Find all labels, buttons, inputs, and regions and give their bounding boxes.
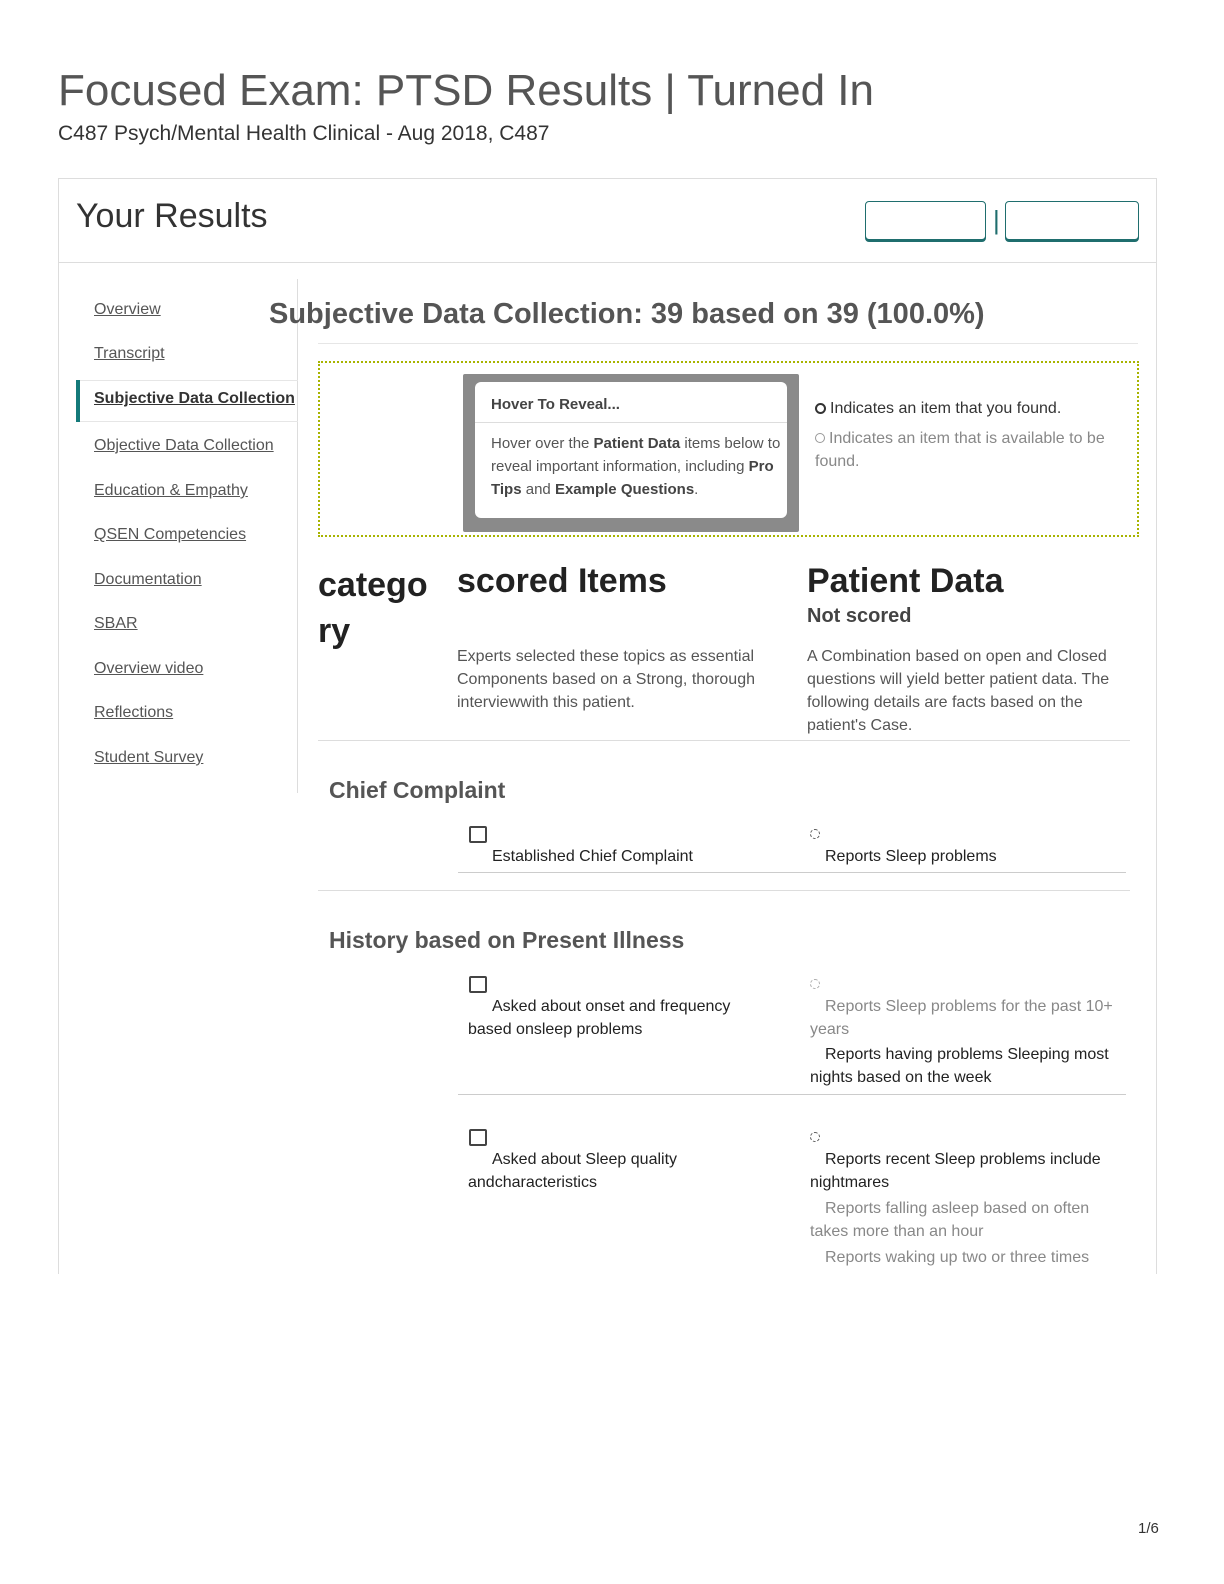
hover-reveal-title: Hover To Reveal... xyxy=(491,396,620,413)
results-title: Your Results xyxy=(76,197,268,235)
not-scored-label: Not scored xyxy=(807,605,912,627)
active-nav-indicator xyxy=(76,380,80,422)
sidebar-item-education-empathy[interactable]: Education & Empathy xyxy=(94,482,248,499)
results-header xyxy=(59,179,1156,263)
patient-data-item[interactable]: Reports Sleep problems xyxy=(825,848,997,865)
legend-box xyxy=(318,361,1139,537)
sidebar-item-overview[interactable]: Overview xyxy=(94,301,161,318)
sidebar-nav xyxy=(76,279,298,793)
legend-available: Indicates an item that is available to be found. xyxy=(815,430,1105,470)
sidebar-item-subjective-data[interactable]: Subjective Data Collection xyxy=(94,390,295,407)
sidebar-item-sbar[interactable]: SBAR xyxy=(94,615,138,632)
patient-data-item[interactable]: Reports waking up two or three times xyxy=(825,1249,1090,1266)
column-scored-heading: scored Items xyxy=(457,562,667,600)
header-separator: | xyxy=(993,205,1000,235)
patient-description: A Combination based on open and Closed questions will yield better patient data. The following details are facts based on the patient's Case. xyxy=(807,648,1110,734)
header-button-1[interactable] xyxy=(865,201,986,240)
scored-item: Asked about Sleep quality andcharacteristics xyxy=(468,1151,678,1191)
legend-found: Indicates an item that you found. xyxy=(815,400,1061,418)
column-category-heading: catego ry xyxy=(318,566,428,650)
available-circle-icon xyxy=(815,433,825,443)
patient-data-item[interactable]: Reports having problems Sleeping most nights based on the week xyxy=(810,1046,1109,1086)
available-item-icon xyxy=(810,979,820,989)
section-title: Subjective Data Collection: 39 based on 39 (100.0%) xyxy=(269,298,985,330)
category-divider xyxy=(318,890,1130,891)
hover-divider xyxy=(475,422,787,423)
found-item-icon xyxy=(810,829,820,839)
patient-data-item[interactable]: Reports falling asleep based on often takes more than an hour xyxy=(810,1200,1090,1240)
row-divider xyxy=(458,872,1126,873)
header-button-2[interactable] xyxy=(1005,201,1139,240)
sidebar-item-reflections[interactable]: Reflections xyxy=(94,704,174,721)
header-divider xyxy=(318,740,1130,741)
hover-reveal-text: Hover over the Patient Data items below to reveal important information, including Pro Tips and Example Questions. xyxy=(491,435,781,498)
found-circle-icon xyxy=(815,403,826,414)
hover-reveal-card xyxy=(463,374,799,532)
page-number: 1/6 xyxy=(1138,1520,1159,1537)
found-item-icon xyxy=(810,1132,820,1142)
checkbox-icon[interactable] xyxy=(469,976,487,993)
scored-description: Experts selected these topics as essential Components based on a Strong, thorough interviewwith this patient. xyxy=(457,648,755,711)
sidebar-item-overview-video[interactable]: Overview video xyxy=(94,660,204,677)
sidebar-item-documentation[interactable]: Documentation xyxy=(94,571,202,588)
checkbox-icon[interactable] xyxy=(469,826,487,843)
sidebar-item-transcript[interactable]: Transcript xyxy=(94,345,165,362)
category-title: History based on Present Illness xyxy=(329,927,685,953)
sidebar-item-qsen[interactable]: QSEN Competencies xyxy=(94,526,247,543)
scored-item: Asked about onset and frequency based onsleep problems xyxy=(468,998,731,1038)
section-divider xyxy=(318,343,1138,344)
sidebar-item-objective-data[interactable]: Objective Data Collection xyxy=(94,437,274,454)
checkbox-icon[interactable] xyxy=(469,1129,487,1146)
sidebar-item-student-survey[interactable]: Student Survey xyxy=(94,749,204,766)
hover-reveal-popover xyxy=(475,382,787,518)
category-title: Chief Complaint xyxy=(329,777,506,803)
scored-item: Established Chief Complaint xyxy=(492,848,693,865)
row-divider xyxy=(458,1094,1126,1095)
course-subtitle: C487 Psych/Mental Health Clinical - Aug 2018, C487 xyxy=(58,122,550,145)
page-title: Focused Exam: PTSD Results | Turned In xyxy=(58,66,874,115)
patient-data-item[interactable]: Reports Sleep problems for the past 10+ years xyxy=(810,998,1113,1038)
patient-data-item[interactable]: Reports recent Sleep problems include nightmares xyxy=(810,1151,1101,1191)
column-patient-heading: Patient Data xyxy=(807,562,1004,600)
